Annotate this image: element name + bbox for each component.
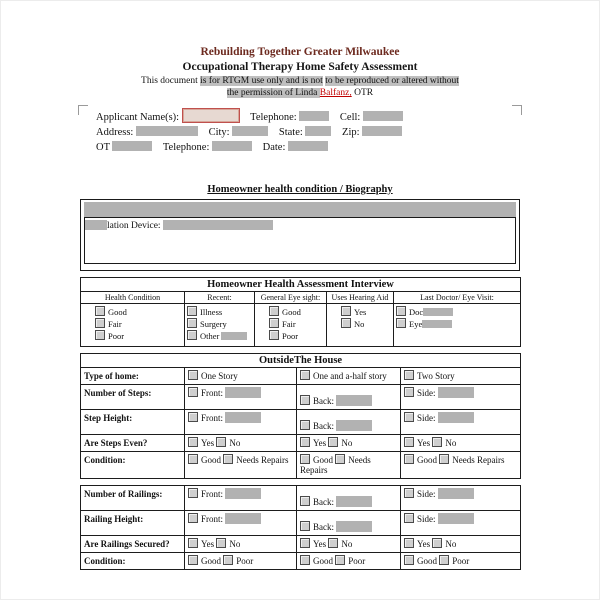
option-label: Needs Repairs (300, 455, 371, 475)
checkbox-hearing-yes[interactable] (341, 306, 351, 316)
frame-corner-mark (78, 105, 88, 115)
col-header-eyesight: General Eye sight: (255, 292, 327, 304)
checkbox-railcond-side-poor[interactable] (439, 555, 449, 565)
type-of-home-label: Type of home: (81, 368, 185, 385)
checkbox-even-side-yes[interactable] (404, 437, 414, 447)
steps-back-field[interactable] (336, 395, 372, 406)
railheight-side-field[interactable] (438, 513, 474, 524)
checkbox-steps-front[interactable] (188, 387, 198, 397)
checkbox-one-story[interactable] (188, 370, 198, 380)
option-label: Yes (313, 438, 327, 448)
outside-section-title: OutsideThe House (81, 354, 521, 368)
field-label: Back: (313, 396, 334, 406)
checkbox-railcond-side-good[interactable] (404, 555, 414, 565)
option-label: No (445, 539, 457, 549)
option-label: Surgery (200, 319, 227, 329)
checkbox-cond-front-repairs[interactable] (223, 454, 233, 464)
option-label: Needs Repairs (236, 455, 289, 465)
railheight-back-field[interactable] (336, 521, 372, 532)
option-label: Poor (108, 331, 125, 341)
option-label: Good (108, 307, 127, 317)
zip-label: Zip: (342, 127, 360, 138)
checkbox-recent-illness[interactable] (187, 306, 197, 316)
option-label: Good (417, 455, 437, 465)
checkbox-even-side-no[interactable] (432, 437, 442, 447)
ambulation-device-field[interactable] (163, 220, 273, 230)
col-header-health-condition: Health Condition (81, 292, 185, 304)
checkbox-health-fair[interactable] (95, 318, 105, 328)
zip-field[interactable] (362, 126, 402, 136)
checkbox-railcond-front-poor[interactable] (223, 555, 233, 565)
interview-table-title: Homeowner Health Assessment Interview (81, 278, 521, 292)
checkbox-even-back-no[interactable] (328, 437, 338, 447)
field-label: Back: (313, 497, 334, 507)
checkbox-height-side[interactable] (404, 412, 414, 422)
document-title-line2: Occupational Therapy Home Safety Assessment (182, 61, 418, 73)
telephone2-label: Telephone: (162, 142, 210, 153)
checkbox-cond-back-repairs[interactable] (335, 454, 345, 464)
option-label: Yes (201, 438, 215, 448)
option-label: Two Story (417, 371, 455, 381)
field-label: Back: (313, 421, 334, 431)
field-label: Side: (417, 413, 436, 423)
steps-side-field[interactable] (438, 387, 474, 398)
railings-condition-row (81, 553, 521, 570)
steps-even-label: Are Steps Even? (81, 435, 185, 452)
field-label: Side: (417, 388, 436, 398)
checkbox-one-and-half-story[interactable] (300, 370, 310, 380)
disclaimer-highlighted-text: is for RTGM use only and is not (200, 76, 323, 86)
option-label: Fair (282, 319, 296, 329)
checkbox-two-story[interactable] (404, 370, 414, 380)
state-label: State: (278, 127, 303, 138)
col-header-hearing-aid: Uses Hearing Aid (327, 292, 394, 304)
field-label: Back: (313, 522, 334, 532)
checkbox-railcond-back-good[interactable] (300, 555, 310, 565)
ot-row (80, 140, 520, 155)
railings-table (80, 485, 521, 570)
redacted-field (85, 220, 107, 230)
date-field[interactable] (288, 141, 328, 151)
checkbox-height-front[interactable] (188, 412, 198, 422)
doctor-visit-field[interactable] (423, 308, 453, 316)
eye-visit-field[interactable] (422, 320, 452, 328)
number-of-steps-label: Number of Steps: (81, 385, 185, 410)
address-field[interactable] (136, 126, 198, 136)
disclaimer-line2 (80, 87, 520, 99)
frame-corner-mark (512, 105, 522, 115)
number-of-railings-row (81, 486, 521, 511)
type-of-home-row (81, 368, 521, 385)
option-label: Good (313, 455, 333, 465)
hearing-aid-cell (327, 304, 394, 347)
height-side-field[interactable] (438, 412, 474, 423)
steps-even-row (81, 435, 521, 452)
ot-field[interactable] (112, 141, 152, 151)
checkbox-hearing-no[interactable] (341, 318, 351, 328)
address-label: Address: (96, 127, 134, 138)
checkbox-even-back-yes[interactable] (300, 437, 310, 447)
biography-box (80, 199, 520, 271)
checkbox-visit-eye[interactable] (396, 318, 406, 328)
option-label: No (341, 438, 353, 448)
redacted-text-bar (84, 202, 516, 217)
checkbox-health-good[interactable] (95, 306, 105, 316)
checkbox-secured-front-no[interactable] (216, 538, 226, 548)
option-label: Good (417, 556, 437, 566)
checkbox-secured-side-no[interactable] (432, 538, 442, 548)
balfanz-link[interactable]: Balfanz, (319, 88, 352, 98)
number-of-steps-row (81, 385, 521, 410)
applicant-name-field[interactable] (182, 108, 240, 123)
railings-secured-label: Are Railings Secured? (81, 536, 185, 553)
option-label: Fair (108, 319, 122, 329)
option-label: Poor (452, 556, 470, 566)
height-front-field[interactable] (225, 412, 261, 423)
option-label: Yes (313, 539, 327, 549)
option-label: No (445, 438, 457, 448)
checkbox-cond-back-good[interactable] (300, 454, 310, 464)
disclaimer-line1 (80, 75, 520, 87)
checkbox-eyesight-fair[interactable] (269, 318, 279, 328)
checkbox-cond-side-repairs[interactable] (439, 454, 449, 464)
telephone-field[interactable] (299, 111, 329, 121)
state-field[interactable] (305, 126, 331, 136)
field-label: Front: (201, 514, 224, 524)
option-label: Good (313, 556, 333, 566)
address-row (80, 125, 520, 140)
last-visit-cell (394, 304, 521, 347)
railings-front-field[interactable] (225, 488, 261, 499)
health-assessment-interview-table (80, 277, 521, 347)
city-label: City: (208, 127, 230, 138)
field-label: Side: (417, 489, 436, 499)
col-header-last-visit: Last Doctor/ Eye Visit: (394, 292, 521, 304)
field-label: Front: (201, 388, 224, 398)
option-label: Good (201, 455, 221, 465)
checkbox-secured-side-yes[interactable] (404, 538, 414, 548)
col-header-recent: Recent: (185, 292, 255, 304)
field-label: Front: (201, 413, 224, 423)
steps-condition-row (81, 452, 521, 479)
cell-label: Cell: (339, 112, 361, 123)
cell-field[interactable] (363, 111, 403, 121)
option-label: Yes (354, 307, 367, 317)
railing-height-row (81, 511, 521, 536)
step-height-row (81, 410, 521, 435)
option-label: Illness (200, 307, 223, 317)
document-title-line1: Rebuilding Together Greater Milwaukee (200, 46, 400, 58)
disclaimer-text: This document (141, 76, 201, 86)
option-label: No (341, 539, 353, 549)
option-label: No (354, 319, 365, 329)
number-of-railings-label: Number of Railings: (81, 486, 185, 511)
ambulation-device-label: lation Device: (107, 221, 161, 231)
biography-section-title: Homeowner health condition / Biography (207, 184, 393, 195)
railings-secured-row (81, 536, 521, 553)
checkbox-railheight-back[interactable] (300, 521, 310, 531)
checkbox-eyesight-poor[interactable] (269, 330, 279, 340)
option-label: No (229, 438, 241, 448)
option-label: Good (282, 307, 301, 317)
option-label: One Story (201, 371, 238, 381)
option-label: Poor (348, 556, 366, 566)
checkbox-cond-side-good[interactable] (404, 454, 414, 464)
checkbox-railcond-back-poor[interactable] (335, 555, 345, 565)
checkbox-steps-side[interactable] (404, 387, 414, 397)
steps-front-field[interactable] (225, 387, 261, 398)
checkbox-secured-back-no[interactable] (328, 538, 338, 548)
step-height-label: Step Height: (81, 410, 185, 435)
checkbox-recent-other[interactable] (187, 330, 197, 340)
eyesight-cell (255, 304, 327, 347)
checkbox-health-poor[interactable] (95, 330, 105, 340)
outside-the-house-table (80, 353, 521, 479)
railheight-front-field[interactable] (225, 513, 261, 524)
applicant-info-block (80, 108, 520, 155)
option-label: Doc (409, 307, 424, 317)
railings-back-field[interactable] (336, 496, 372, 507)
checkbox-recent-surgery[interactable] (187, 318, 197, 328)
option-label: One and a-half story (313, 371, 387, 381)
checkbox-visit-doctor[interactable] (396, 306, 406, 316)
recent-other-field[interactable] (221, 332, 247, 340)
height-back-field[interactable] (336, 420, 372, 431)
checkbox-railcond-front-good[interactable] (188, 555, 198, 565)
checkbox-railheight-front[interactable] (188, 513, 198, 523)
option-label: Other (200, 331, 220, 341)
checkbox-even-front-yes[interactable] (188, 437, 198, 447)
telephone-label: Telephone: (250, 112, 297, 123)
field-label: Side: (417, 514, 436, 524)
option-label: Yes (201, 539, 215, 549)
option-label: Yes (417, 438, 431, 448)
railings-side-field[interactable] (438, 488, 474, 499)
option-label: Poor (282, 331, 299, 341)
railings-condition-label: Condition: (81, 553, 185, 570)
option-label: Needs Repairs (452, 455, 505, 465)
checkbox-railings-back[interactable] (300, 496, 310, 506)
option-label: Good (201, 556, 221, 566)
option-label: Yes (417, 539, 431, 549)
city-field[interactable] (232, 126, 268, 136)
checkbox-secured-back-yes[interactable] (300, 538, 310, 548)
checkbox-steps-back[interactable] (300, 395, 310, 405)
ambulation-device-line (85, 219, 515, 233)
ot-label: OT (96, 142, 110, 153)
checkbox-eyesight-good[interactable] (269, 306, 279, 316)
checkbox-even-front-no[interactable] (216, 437, 226, 447)
checkbox-railheight-side[interactable] (404, 513, 414, 523)
applicant-name-row (80, 108, 520, 125)
field-label: Front: (201, 489, 224, 499)
applicant-name-label: Applicant Name(s): (96, 112, 180, 123)
option-label: No (229, 539, 241, 549)
health-condition-cell (81, 304, 185, 347)
checkbox-cond-front-good[interactable] (188, 454, 198, 464)
interview-options-row (81, 304, 521, 347)
railing-height-label: Railing Height: (81, 511, 185, 536)
checkbox-railings-front[interactable] (188, 488, 198, 498)
date-label: Date: (262, 142, 286, 153)
option-label: Poor (236, 556, 254, 566)
checkbox-height-back[interactable] (300, 420, 310, 430)
biography-inner-box (84, 217, 516, 264)
telephone2-field[interactable] (212, 141, 252, 151)
interview-column-header-row (81, 292, 521, 304)
disclaimer-highlighted-text: to be reproduced or altered without (325, 76, 459, 86)
disclaimer-highlighted-text: the permission of Linda (226, 88, 320, 98)
recent-cell (185, 304, 255, 347)
checkbox-secured-front-yes[interactable] (188, 538, 198, 548)
disclaimer-text: OTR (351, 88, 374, 98)
steps-condition-label: Condition: (81, 452, 185, 479)
option-label: Eye (409, 319, 423, 329)
checkbox-railings-side[interactable] (404, 488, 414, 498)
